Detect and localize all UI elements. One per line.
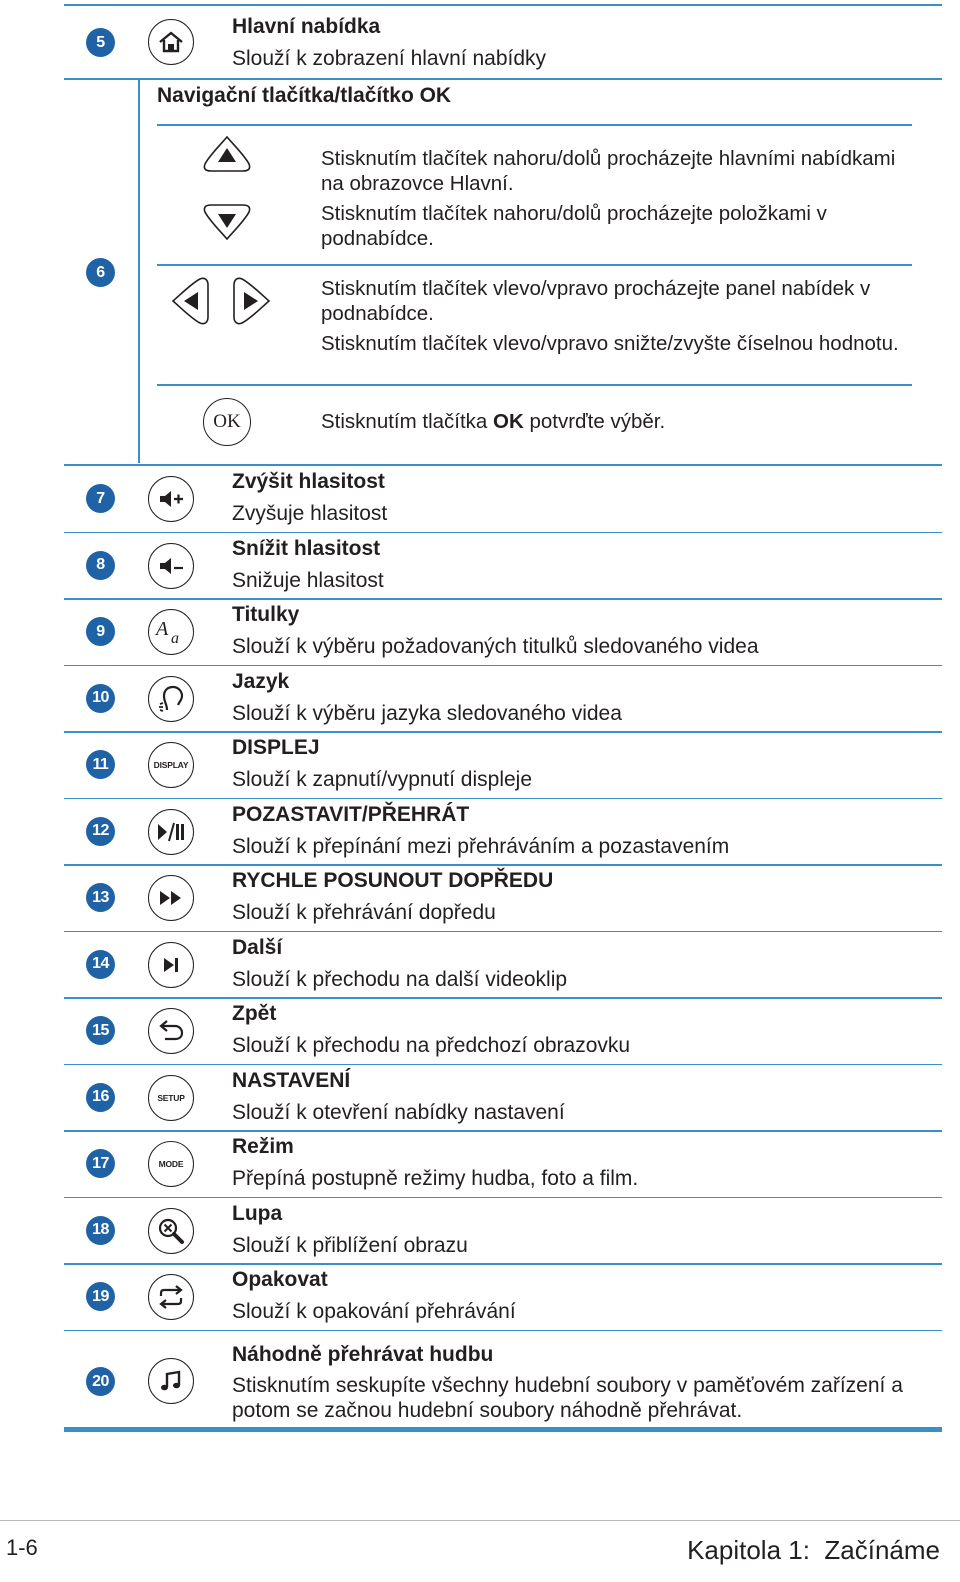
setup-icon: SETUP [148,1075,194,1121]
home-icon [148,19,194,65]
divider [64,1064,942,1066]
item-description: Zvyšuje hlasitost [232,502,388,525]
language-icon [148,676,194,722]
display-icon: DISPLAY [148,742,194,788]
item-description: Stisknutím seskupíte všechny hudební soubory v paměťovém zařízení a [232,1374,903,1397]
item-title: RYCHLE POSUNOUT DOPŘEDU [232,869,554,892]
chapter-title: Kapitola 1: Začínáme [687,1535,940,1565]
play-pause-icon [148,809,194,855]
item-title: POZASTAVIT/PŘEHRÁT [232,802,470,826]
item-title: Další [232,935,283,959]
divider [64,598,942,600]
item-number-badge: 9 [86,617,115,646]
nav-updown-text-1: Stisknutím tlačítek nahoru/dolů procházejte hlavními nabídkami na obrazovce Hlavní. [321,147,896,195]
nav-leftright-text-1: Stisknutím tlačítek vlevo/vpravo procházejte panel nabídek v podnabídce. [321,277,871,325]
nav-ok-text: Stisknutím tlačítka OK potvrďte výběr. [321,410,666,433]
section-end-rule [64,1427,942,1432]
divider [64,931,942,933]
item-description: Slouží k přehrávání dopředu [232,901,496,924]
item-title: Zpět [232,1002,277,1025]
divider [64,1130,942,1132]
item-number-badge: 6 [86,258,115,287]
item-number-badge: 16 [86,1083,115,1112]
item-title: Náhodně přehrávat hudbu [232,1343,494,1366]
divider [64,1197,942,1199]
item-number-badge: 14 [86,950,115,979]
divider [157,384,912,386]
item-description: Slouží k zobrazení hlavní nabídky [232,47,547,70]
item-description: Slouží k otevření nabídky nastavení [232,1100,565,1124]
svg-text:A: A [156,618,169,640]
item-number-badge: 13 [86,883,115,912]
nav-section-heading: Navigační tlačítka/tlačítko OK [157,84,452,107]
item-number-badge: 17 [86,1149,115,1178]
item-description: Snižuje hlasitost [232,568,384,592]
subtitle-icon [148,609,194,655]
item-number-badge: 15 [86,1016,115,1045]
item-title: Hlavní nabídka [232,15,381,38]
divider [64,4,942,6]
nav-left-icon [170,274,212,328]
volume-up-icon [148,476,194,522]
svg-text:a: a [171,630,179,647]
divider [157,264,912,266]
item-description: Slouží k přechodu na předchozí obrazovku [232,1034,631,1057]
next-icon [148,942,194,988]
nav-updown-text-2: Stisknutím tlačítek nahoru/dolů procházejte položkami v podnabídce. [321,202,827,250]
divider [64,665,942,667]
item-description: Slouží k přechodu na další videoklip [232,967,568,991]
zoom-icon [148,1208,194,1254]
divider [64,464,942,466]
footer-rule [0,1520,960,1521]
divider [64,78,942,80]
item-description: potom se začnou hudební soubory náhodně přehrávat. [232,1399,743,1422]
divider [64,731,942,733]
item-number-badge: 7 [86,484,115,513]
item-number-badge: 10 [86,684,115,713]
item-number-badge: 18 [86,1216,115,1245]
section-bracket [138,79,140,463]
item-title: Opakovat [232,1268,328,1291]
item-title: Lupa [232,1201,283,1225]
item-title: NASTAVENÍ [232,1068,351,1092]
item-description: Slouží k zapnutí/vypnutí displeje [232,768,533,791]
divider [157,124,912,126]
nav-up-icon [201,134,253,174]
item-title: Titulky [232,603,300,626]
divider [64,798,942,800]
item-description: Slouží k výběru požadovaných titulků sledovaného videa [232,635,759,658]
item-number-badge: 12 [86,817,115,846]
divider [64,1330,942,1332]
item-title: DISPLEJ [232,736,320,759]
item-title: Snížit hlasitost [232,536,381,560]
item-description: Slouží k přepínání mezi přehráváním a pozastavením [232,834,730,858]
item-number-badge: 20 [86,1367,115,1396]
divider [64,532,942,534]
item-number-badge: 19 [86,1282,115,1311]
repeat-icon [148,1274,194,1320]
item-number-badge: 11 [86,750,115,779]
item-description: Slouží k přiblížení obrazu [232,1233,468,1257]
fast-forward-icon [148,875,194,921]
mode-icon: MODE [148,1141,194,1187]
item-description: Přepíná postupně režimy hudba, foto a film. [232,1167,639,1190]
nav-leftright-text-2: Stisknutím tlačítek vlevo/vpravo snižte/zvyšte číselnou hodnotu. [321,332,899,355]
item-title: Režim [232,1135,294,1158]
item-description: Slouží k výběru jazyka sledovaného videa [232,701,622,725]
item-description: Slouží k opakování přehrávání [232,1300,516,1323]
nav-down-icon [201,202,253,242]
back-icon [148,1008,194,1054]
divider [64,997,942,999]
divider [64,864,942,866]
divider [64,1263,942,1265]
volume-down-icon [148,543,194,589]
nav-right-icon [230,274,272,328]
music-note-icon [148,1358,194,1404]
page-number: 1-6 [6,1535,38,1560]
item-number-badge: 8 [86,551,115,580]
item-title: Zvýšit hlasitost [232,470,385,493]
item-number-badge: 5 [86,28,115,57]
ok-icon: OK [203,398,251,446]
item-title: Jazyk [232,669,290,693]
